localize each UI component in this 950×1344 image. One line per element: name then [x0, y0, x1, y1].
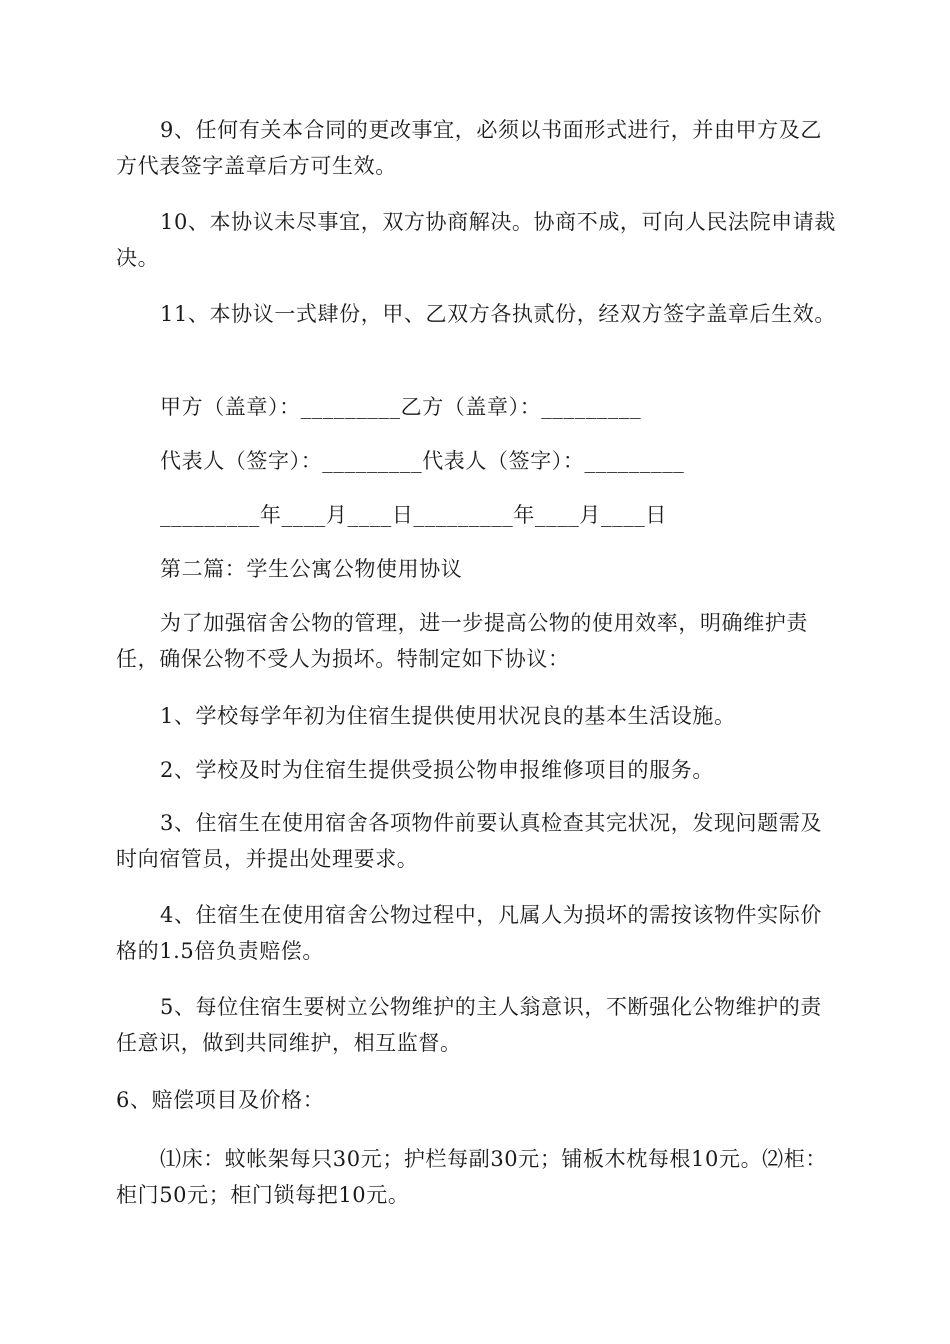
clause-10: 10、本协议未尽事宜，双方协商解决。协商不成，可向人民法院申请裁决。 [116, 210, 836, 270]
list-item-2: 2、学校及时为住宿生提供受损公物申报维修项目的服务。 [160, 758, 714, 782]
date-line: _________年____月____日_________年____月____日 [160, 503, 667, 527]
section-intro: 为了加强宿舍公物的管理，进一步提高公物的使用效率，明确维护责任，确保公物不受人为损坏。特制定如下协议： [116, 611, 808, 671]
section-title: 第二篇：学生公寓公物使用协议 [160, 557, 463, 581]
seal-signature-line: 甲方（盖章）：_________乙方（盖章）：_________ [160, 395, 642, 419]
clause-11: 11、本协议一式肆份，甲、乙双方各执贰份，经双方签字盖章后生效。 [160, 302, 836, 326]
list-item-6-detail: ⑴床：蚊帐架每只30元；护栏每副30元；铺板木枕每根10元。⑵柜：柜门50元；柜门锁每把10元。 [116, 1147, 827, 1207]
list-item-3: 3、住宿生在使用宿舍各项物件前要认真检查其完状况，发现问题需及时向宿管员，并提出处理要求。 [116, 811, 822, 871]
list-item-5: 5、每位住宿生要树立公物维护的主人翁意识，不断强化公物维护的责任意识，做到共同维护，相互监督。 [116, 995, 822, 1055]
list-item-6-heading: 6、赔偿项目及价格： [116, 1088, 325, 1112]
list-item-1: 1、学校每学年初为住宿生提供使用状况良的基本生活设施。 [160, 704, 736, 728]
list-item-4: 4、住宿生在使用宿舍公物过程中，凡属人为损坏的需按该物件实际价格的1.5倍负责赔偿。 [116, 903, 822, 963]
representative-signature-line: 代表人（签字）：_________代表人（签字）：_________ [160, 449, 685, 473]
clause-9: 9、任何有关本合同的更改事宜，必须以书面形式进行，并由甲方及乙方代表签字盖章后方可生效。 [116, 118, 822, 178]
